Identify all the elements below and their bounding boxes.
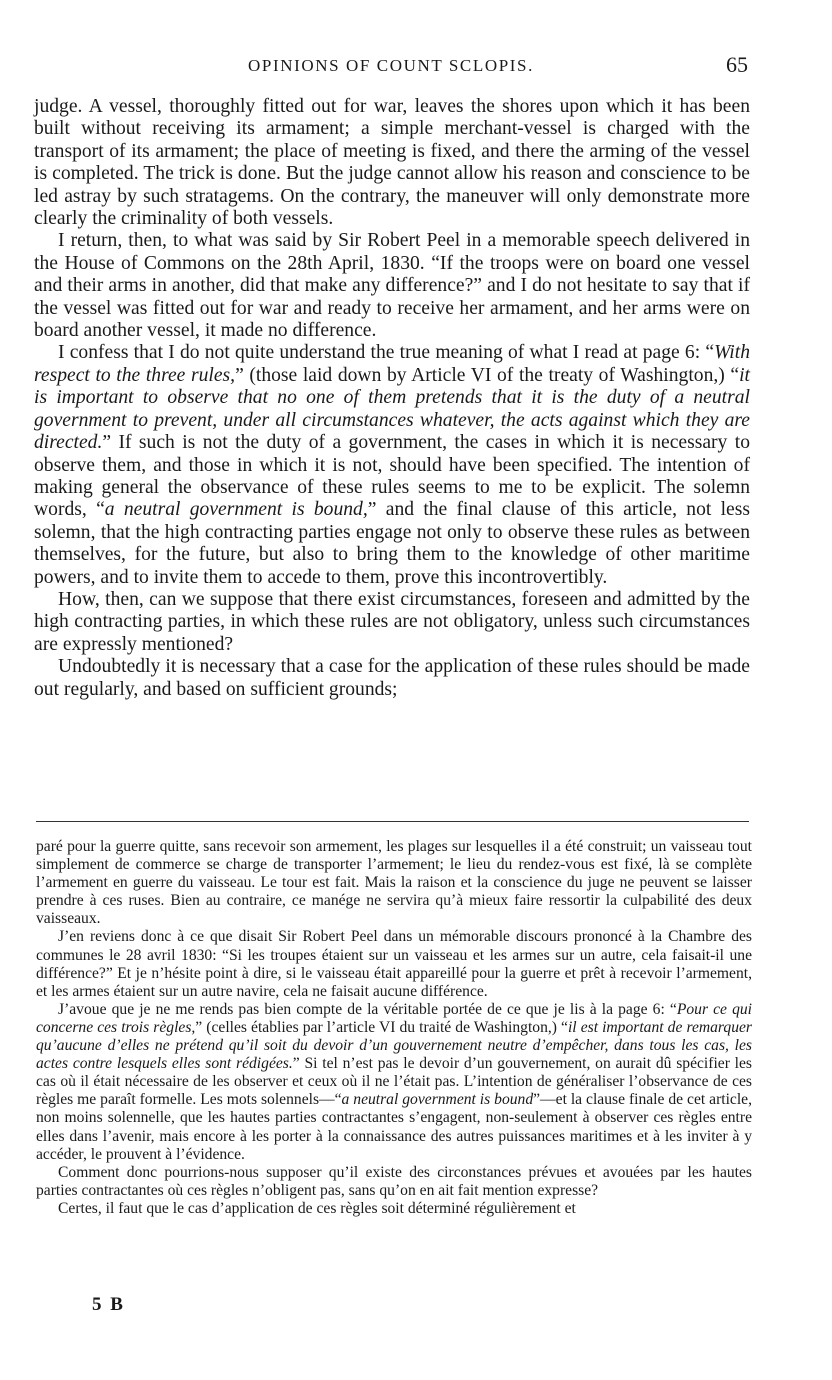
italic-quote: a neutral government is bound, xyxy=(104,499,368,521)
text-run: ” If such is not the duty of a government, the cases in which it is necessary to observe them, and those in which it is not, should have been specified. The intention of making general the observance of these rules seems to me to be explicit. The solemn words, “ xyxy=(34,432,750,521)
text-run: ” and the final clause of this article, not less solemn, that the high contracting parties engage not only to observe these rules as between themselves, for the future, but also to bring them to the knowledge of other maritime powers, and to invite them to accede to them, prove this incontrovertibly. xyxy=(34,499,750,588)
paragraph: Undoubtedly it is necessary that a case for the application of these rules should be made out regularly, and based on sufficient grounds; xyxy=(34,656,750,700)
note-paragraph xyxy=(36,1001,752,1164)
paragraph: How, then, can we suppose that there exist circumstances, foreseen and admitted by the high contracting parties, in which these rules are not obligatory, unless such circumstances are expressly mentioned? xyxy=(34,588,750,655)
text-run: I confess that I do not quite understand the true meaning of what I read at page 6: “ xyxy=(58,342,715,364)
italic-quote: il est important de remarquer qu’aucune d’elles ne prétend qu’il soit du devoir d’un gouvernement neutre d’empêcher, dans tous les cas, les actes contre lesquels elles sont rédigées. xyxy=(36,1018,753,1073)
italic-quote: With respect to the three rules, xyxy=(34,342,750,386)
running-title: OPINIONS OF COUNT SCLOPIS. xyxy=(248,56,534,75)
paragraph: I return, then, to what was said by Sir Robert Peel in a memorable speech delivered in the House of Commons on the 28th April, 1830. “If the troops were on board one vessel and their arms in another, did that make any difference?” and I do not hesitate to say that if the vessel was fitted out for war and ready to receive her armament, and her arms were on board another vessel, it made no difference. xyxy=(34,230,750,342)
paragraph xyxy=(34,342,750,588)
text-run: J’avoue que je ne me rends pas bien compte de la véritable portée de ce que je lis à la page 6: “ xyxy=(58,1000,677,1018)
french-original-text xyxy=(36,838,752,1218)
english-body-text xyxy=(34,96,750,701)
text-run: ” (those laid down by Article VI of the treaty of Washington,) “ xyxy=(235,364,740,386)
note-paragraph: Comment donc pourrions-nous supposer qu’il existe des circonstances prévues et avouées par les hautes parties contractantes où ces règles n’obligent pas, sans qu’on en ait fait mention expresse? xyxy=(36,1163,752,1199)
footnote-divider xyxy=(36,821,749,822)
paragraph: judge. A vessel, thoroughly fitted out for war, leaves the shores upon which it has been built without receiving its armament; a simple merchant-vessel is charged with the transport of its armament; the place of meeting is fixed, and there the arming of the vessel is completed. The trick is done. But the judge cannot allow his reason and conscience to be led astray by such stratagems. On the contrary, the maneuver will only demonstrate more clearly the criminality of both vessels. xyxy=(34,96,750,230)
note-paragraph: paré pour la guerre quitte, sans recevoir son armement, les plages sur lesquelles il a été construit; un vaisseau tout simplement de commerce se charge de transporter l’armement; le lieu du rendez-vous est fixé, là se complète l’armement en guerre du vaisseau. Le tour est fait. Mais la raison et la conscience du juge ne peuvent se laisser prendre à ces ruses. Bien au contraire, ce manége ne servira qu’à mieux faire ressortir la culpabilité des deux vaisseaux. xyxy=(36,838,752,928)
printer-signature-mark: 5 B xyxy=(92,1294,125,1315)
running-header xyxy=(34,52,748,78)
page-number: 65 xyxy=(726,52,748,77)
italic-quote: Pour ce qui concerne ces trois règles, xyxy=(36,1000,752,1036)
text-run: ”—et la clause finale de cet article, non moins solennelle, que les hautes parties contractantes s’engagent, non-seulement à observer ces règles entre elles dans l’avenir, mais encore à les porter à la connaissance des autres puissances maritimes et à les inviter à y accéder, le prouvent à l’évidence. xyxy=(36,1091,753,1163)
note-paragraph: J’en reviens donc à ce que disait Sir Robert Peel dans un mémorable discours prononcé à la Chambre des communes le 28 avril 1830: “Si les troupes étaient sur un vaisseau et les armes sur un autre, cela faisait-il une différence?” Et je n’hésite point à dire, si le vaisseau était appareillé pour la guerre et prêt à recevoir l’armement, et les armes étaient sur un autre navire, cela ne faisait aucune différence. xyxy=(36,928,752,1000)
italic-quote: a neutral government is bound xyxy=(341,1091,534,1109)
italic-quote: it is important to observe that no one of them pretends that it is the duty of a neutral government to prevent, under all circumstances whatever, the acts against which they are directed. xyxy=(34,364,750,454)
text-run: ” Si tel n’est pas le devoir d’un gouvernement, on aurait dû spécifier les cas où il était nécessaire de les observer et ceux où il ne l’était pas. L’intention de généraliser l’observance de ces règles me paraît formelle. Les mots solennels—“ xyxy=(36,1055,752,1109)
note-paragraph: Certes, il faut que le cas d’application de ces règles soit déterminé régulièrement et xyxy=(58,1199,576,1217)
text-run: ” (celles établies par l’article VI du traité de Washington,) “ xyxy=(195,1018,568,1036)
